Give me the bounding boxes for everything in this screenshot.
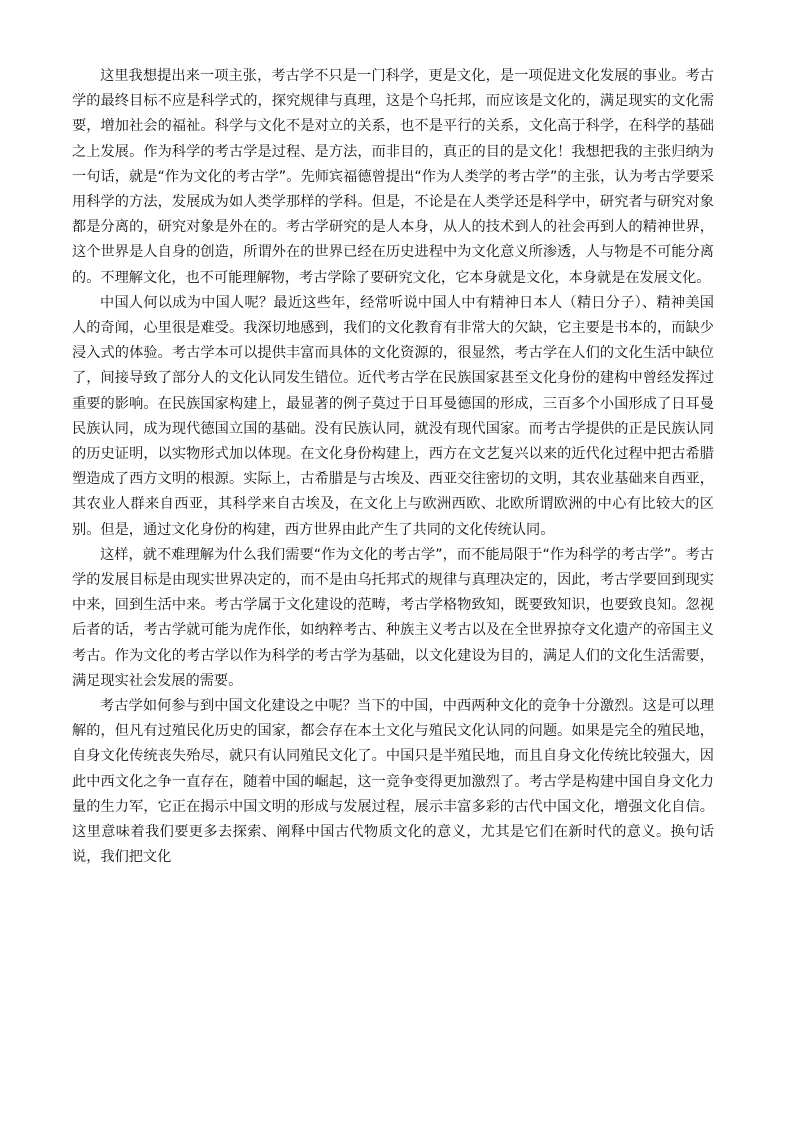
document-body	[72, 64, 714, 871]
paragraph-4: 考古学如何参与到中国文化建设之中呢？当下的中国，中西两种文化的竞争十分激烈。这是可以理解的，但凡有过殖民化历史的国家，都会存在本土文化与殖民文化认同的问题。如果是完全的殖民地，自身文化传统丧失殆尽，就只有认同殖民文化了。中国只是半殖民地，而且自身文化传统比较强大，因此中西文化之争一直存在，随着中国的崛起，这一竞争变得更加激烈了。考古学是构建中国自身文化力量的生力军，它正在揭示中国文明的形成与发展过程，展示丰富多彩的古代中国文化，增强文化自信。这里意味着我们要更多去探索、阐释中国古代物质文化的意义，尤其是它们在新时代的意义。换句话说，我们把文化	[72, 698, 714, 866]
paragraph-3: 这样，就不难理解为什么我们需要“作为文化的考古学”，而不能局限于“作为科学的考古学”。考古学的发展目标是由现实世界决定的，而不是由乌托邦式的规律与真理决定的，因此，考古学要回到现实中来，回到生活中来。考古学属于文化建设的范畴，考古学格物致知，既要致知识，也要致良知。忽视后者的话，考古学就可能为虎作伥，如纳粹考古、种族主义考古以及在全世界掠夺文化遗产的帝国主义考古。作为文化的考古学以作为科学的考古学为基础，以文化建设为目的，满足人们的文化生活需要，满足现实社会发展的需要。	[72, 546, 714, 689]
paragraph-2: 中国人何以成为中国人呢？最近这些年，经常听说中国人中有精神日本人（精日分子）、精神美国人的奇闻，心里很是难受。我深切地感到，我们的文化教育有非常大的欠缺，它主要是书本的，而缺少浸入式的体验。考古学本可以提供丰富而具体的文化资源的，很显然，考古学在人们的文化生活中缺位了，间接导致了部分人的文化认同发生错位。近代考古学在民族国家甚至文化身份的建构中曾经发挥过重要的影响。在民族国家构建上，最显著的例子莫过于日耳曼德国的形成，三百多个小国形成了日耳曼民族认同，成为现代德国立国的基础。没有民族认同，就没有现代国家。而考古学提供的正是民族认同的历史证明，以实物形式加以体现。在文化身份构建上，西方在文艺复兴以来的近代化过程中把古希腊塑造成了西方文明的根源。实际上，古希腊是与古埃及、西亚交往密切的文明，其农业基础来自西亚，其农业人群来自西亚，其科学来自古埃及，在文化上与欧洲西欧、北欧所谓欧洲的中心有比较大的区别。但是，通过文化身份的构建，西方世界由此产生了共同的文化传统认同。	[72, 294, 714, 538]
paragraph-1: 这里我想提出来一项主张，考古学不只是一门科学，更是文化，是一项促进文化发展的事业。考古学的最终目标不应是科学式的，探究规律与真理，这是个乌托邦，而应该是文化的，满足现实的文化需要，增加社会的福祉。科学与文化不是对立的关系，也不是平行的关系，文化高于科学，在科学的基础之上发展。作为科学的考古学是过程、是方法，而非目的，真正的目的是文化！我想把我的主张归纳为一句话，就是“作为文化的考古学”。先师宾福德曾提出“作为人类学的考古学”的主张，认为考古学要采用科学的方法，发展成为如人类学那样的学科。但是，不论是在人类学还是科学中，研究者与研究对象都是分离的，研究对象是外在的。考古学研究的是人本身，从人的技术到人的社会再到人的精神世界，这个世界是人自身的创造，所谓外在的世界已经在历史进程中为文化意义所渗透，人与物是不可能分离的。不理解文化，也不可能理解物，考古学除了要研究文化，它本身就是文化，本身就是在发展文化。	[72, 68, 714, 286]
